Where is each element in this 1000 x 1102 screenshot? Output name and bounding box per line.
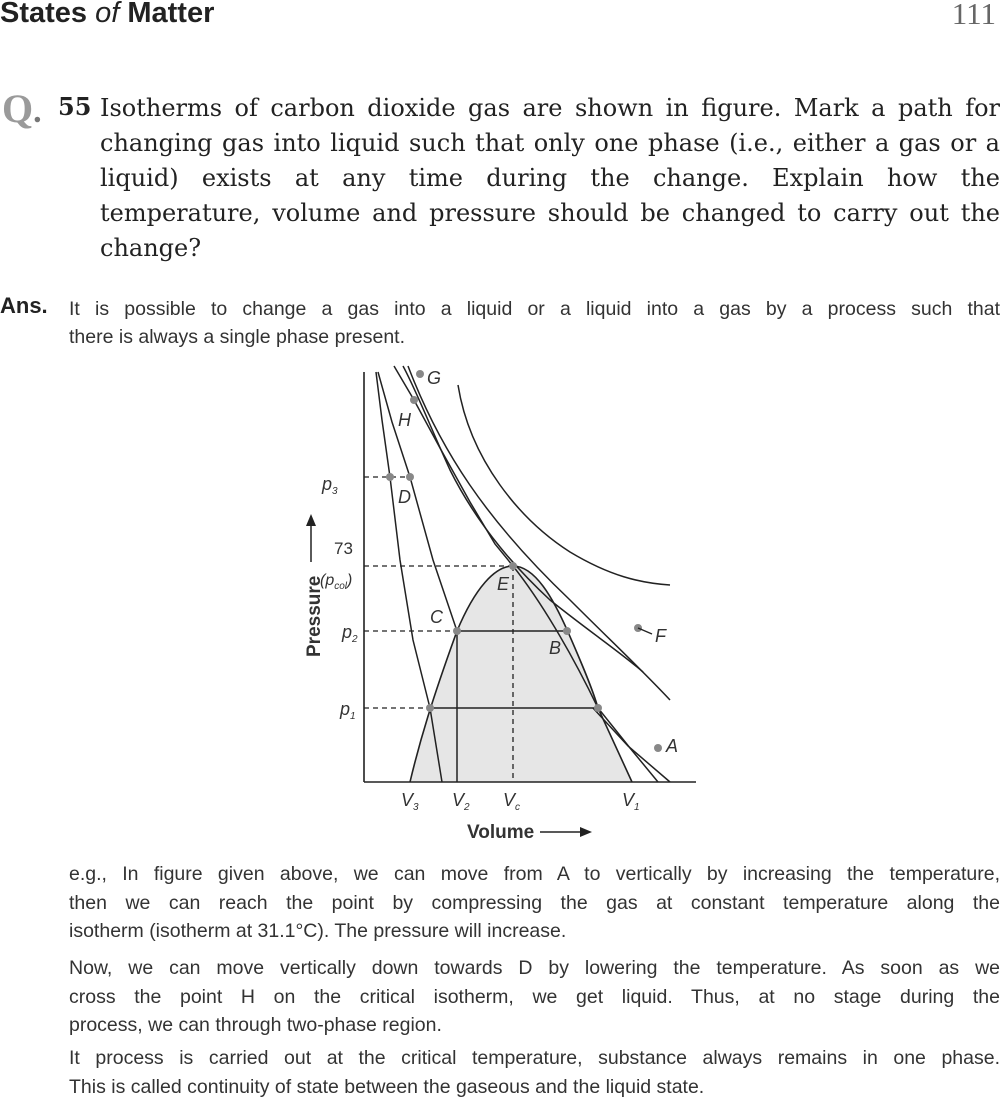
label-D: D (398, 487, 411, 507)
y-axis-title: Pressure (304, 575, 325, 657)
tick-Vc: $V_c$ (503, 790, 521, 813)
point-E (509, 562, 517, 570)
point-B (563, 627, 571, 635)
explanation-paragraph-1 (69, 860, 1000, 946)
page-header (0, 0, 1000, 36)
paragraph-line: cross the point H on the critical isotherm, we get liquid. Thus, at no stage during the (69, 985, 1000, 1008)
question-line: temperature, volume and pressure should be changed to carry out the (100, 199, 1000, 227)
point-A (654, 744, 662, 752)
chapter-title (0, 0, 214, 30)
label-B: B (549, 638, 562, 658)
paragraph-line: isotherm (isotherm at 31.1°C). The pressure will increase. (69, 920, 567, 942)
point-H (410, 396, 418, 404)
tick-V1: $V_1$ (622, 790, 640, 813)
label-A: A (666, 736, 679, 756)
isotherm-figure (290, 355, 710, 855)
point-C (453, 627, 461, 635)
question-line: Isotherms of carbon dioxide gas are shown in figure. Mark a path for (100, 94, 1000, 122)
tick-p3: $p_3$ (322, 474, 338, 497)
page-number: 111 (951, 0, 996, 31)
paragraph-line: process, we can through two-phase region. (69, 1014, 442, 1036)
tick-p1: $p_1$ (340, 699, 356, 722)
tick-pcol: $(p_{col})$ (320, 572, 353, 592)
label-E: E (497, 574, 510, 594)
chapter-title-part: of (95, 0, 120, 29)
explanation-paragraph-2 (69, 954, 1000, 1040)
answer-line: there is always a single phase present. (69, 326, 406, 348)
question-line: liquid) exists at any time during the change. Explain how the (100, 164, 1000, 192)
paragraph-line: e.g., In figure given above, we can move from A to vertically by increasing the temperature, (69, 863, 1000, 885)
question-marker-dot: . (33, 93, 42, 130)
chapter-title-part: States (0, 0, 96, 29)
x-axis-arrowhead (580, 827, 592, 837)
label-F: F (655, 626, 666, 646)
isotherm-hot (458, 385, 670, 585)
question-text (100, 91, 1000, 266)
paragraph-line: Now, we can move vertically down towards D by lowering the temperature. As soon as we (69, 957, 1000, 979)
question-marker (2, 85, 42, 132)
two-phase-region (410, 566, 632, 782)
label-G: G (427, 368, 442, 388)
point-p1-left (426, 704, 434, 712)
question-number: 55 (58, 92, 92, 121)
point-D (406, 473, 414, 481)
paragraph-line: It process is carried out at the critical temperature, substance always remains in one phase. (69, 1047, 1000, 1069)
label-C: C (430, 607, 443, 627)
label-H: H (398, 410, 411, 430)
x-axis-title: Volume (467, 822, 535, 843)
answer-label: Ans. (0, 293, 48, 318)
question-line: changing gas into liquid such that only one phase (i.e., either a gas or a (100, 129, 1000, 157)
y-axis-arrowhead (306, 514, 316, 526)
paragraph-line: then we can reach the point by compressing the gas at constant temperature along the (69, 891, 1000, 914)
point-D2 (386, 473, 394, 481)
tick-73: 73 (334, 539, 353, 558)
answer-text (69, 295, 1000, 351)
tick-p2: $p_2$ (342, 622, 358, 645)
chapter-title-part: Matter (119, 0, 215, 29)
question-line: change? (100, 234, 202, 262)
answer-line: It is possible to change a gas into a liquid or a liquid into a gas by a process such that (69, 298, 1000, 320)
question-marker-letter: Q (2, 86, 34, 131)
tick-V3: $V_3$ (401, 790, 419, 813)
isotherm-diagram (290, 355, 710, 855)
tick-V2: $V_2$ (452, 790, 470, 813)
point-G (416, 370, 424, 378)
paragraph-line: This is called continuity of state between the gaseous and the liquid state. (69, 1075, 705, 1098)
explanation-paragraph-3 (69, 1044, 1000, 1101)
point-p1-right (594, 704, 602, 712)
